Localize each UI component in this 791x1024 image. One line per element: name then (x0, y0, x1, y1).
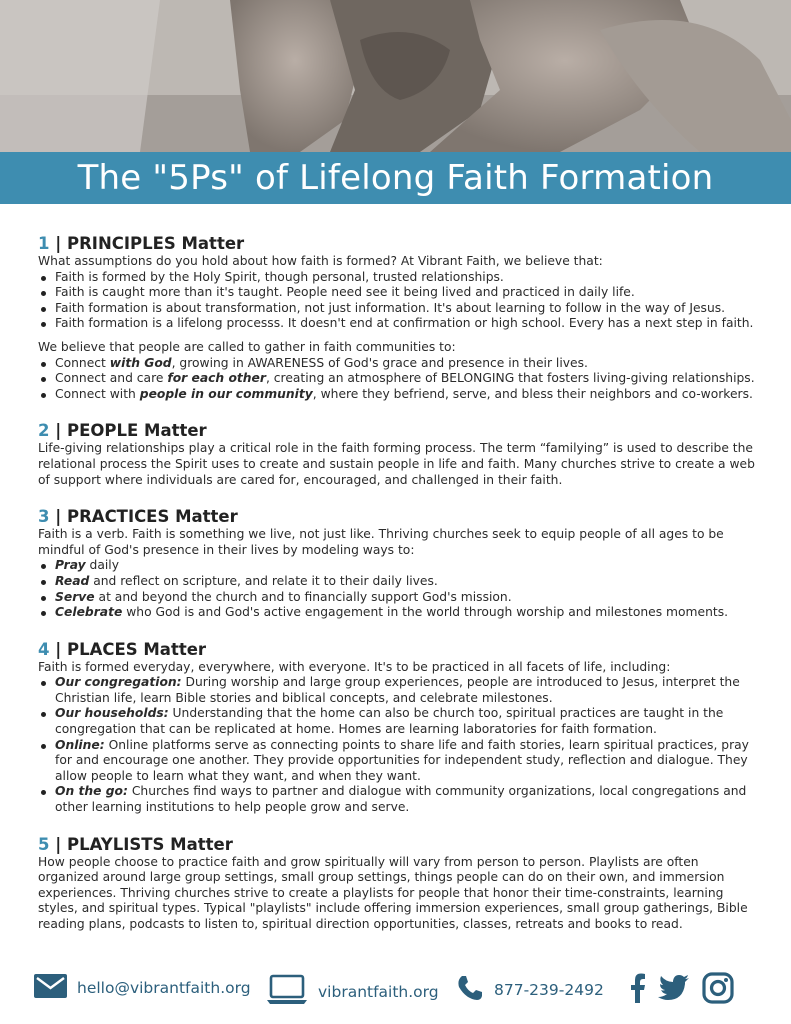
list-item (55, 387, 758, 403)
website-contact[interactable] (266, 974, 439, 1010)
section-title-text: | PLACES Matter (55, 639, 207, 659)
section-heading (38, 234, 758, 254)
section-principles (38, 234, 758, 402)
section-number: 5 (38, 834, 50, 854)
emphasis-text: with God (109, 355, 172, 370)
emphasis-text: for each other (167, 371, 266, 386)
section-title-text: | PLAYLISTS Matter (55, 834, 233, 854)
list-item (55, 706, 758, 737)
section-heading (38, 507, 758, 527)
section-body: Life-giving relationships play a critical role in the faith forming process. The term “familying” is used to describe the relational process the Spirit uses to create and sustain people in life and faith. Many churches strive to create a web of support where individuals are cared for, encouraged, and challenged in their faith. (38, 441, 755, 487)
list-item: Faith formation is a lifelong processs. It doesn't end at confirmation or high school. Every has a next step in faith. (55, 316, 758, 332)
bullet-list (38, 558, 758, 620)
section-title-text: | PRINCIPLES Matter (55, 234, 245, 253)
text-run: Connect with (55, 386, 140, 401)
text-run: Online platforms serve as connecting points to share life and faith stories, learn spiritual practices, pray for and encourage one another. They provide opportunities for independent study, reflection and dialogue. They allow people to learn what they want, and when they want. (55, 737, 749, 783)
section-heading (38, 640, 758, 660)
text-run: Churches find ways to partner and dialogue with community organizations, local congregations and other learning institutions to help people grow and serve. (55, 784, 747, 815)
section-people (38, 421, 758, 488)
section-practices (38, 507, 758, 621)
text-run: During worship and large group experiences, people are introduced to Jesus, interpret the Christian life, learn Bible stories and biblical concepts, and celebrate milestones. (55, 675, 740, 705)
text-run: at and beyond the church and to financially support God's mission. (94, 589, 512, 604)
section-number: 3 (38, 507, 50, 527)
section-title-text: | PRACTICES Matter (55, 507, 238, 527)
text-run: , where they befriend, serve, and bless their neighbors and co-workers. (312, 386, 753, 401)
section-heading (38, 835, 758, 855)
social-links (630, 972, 734, 1008)
contact-footer (0, 968, 791, 1014)
laptop-icon (266, 974, 308, 1010)
section-intro: What assumptions do you hold about how faith is formed? At Vibrant Faith, we believe that: (38, 254, 603, 268)
section-intro: Faith is a verb. Faith is something we live, not just like. Thriving churches seek to equip people of all ages to be mindful of God's presence in their lives by modeling ways to: (38, 527, 724, 557)
text-run: Connect (55, 355, 110, 370)
section-number: 1 (38, 234, 50, 253)
emphasis-text: Serve (55, 589, 95, 604)
list-item (55, 590, 758, 606)
phone-icon (456, 974, 484, 1006)
list-item (55, 605, 758, 621)
instagram-icon[interactable] (702, 972, 734, 1008)
text-run: , growing in AWARENESS of God's grace and presence in their lives. (171, 355, 588, 370)
bullet-list (38, 356, 758, 403)
section-places (38, 640, 758, 816)
section-number: 4 (38, 639, 50, 659)
list-item (55, 738, 758, 785)
text-run: and reflect on scripture, and relate it to their daily lives. (89, 573, 438, 588)
phone-contact[interactable] (456, 974, 604, 1006)
emphasis-text: Online: (55, 737, 105, 752)
list-item (55, 371, 758, 387)
list-item (55, 574, 758, 590)
email-icon (34, 974, 67, 1002)
clay-hands-image (0, 0, 791, 152)
emphasis-text: Read (55, 573, 90, 588)
website-link[interactable]: vibrantfaith.org (318, 983, 439, 1001)
title-banner (0, 152, 791, 204)
emphasis-text: On the go: (55, 784, 128, 799)
email-link[interactable]: hello@vibrantfaith.org (77, 979, 251, 997)
list-item (55, 356, 758, 372)
emphasis-text: Pray (55, 558, 86, 573)
section-intro: Faith is formed everyday, everywhere, with everyone. It's to be practiced in all facets of life, including: (38, 659, 671, 674)
email-contact[interactable] (34, 974, 251, 1002)
main-content (38, 234, 758, 952)
text-run: daily (85, 558, 120, 573)
hero-photo (0, 0, 791, 152)
text-run: who God is and God's active engagement in the world through worship and milestones moments. (122, 605, 729, 620)
page-title: The "5Ps" of Lifelong Faith Formation (77, 158, 714, 198)
list-item (55, 675, 758, 706)
emphasis-text: Our congregation: (55, 675, 182, 690)
facebook-icon[interactable] (630, 973, 646, 1007)
list-item (55, 558, 758, 574)
text-run: Connect and care (55, 371, 168, 386)
twitter-icon[interactable] (658, 974, 690, 1006)
section-heading (38, 421, 758, 441)
list-item: Faith is formed by the Holy Spirit, though personal, trusted relationships. (55, 270, 758, 286)
text-run: , creating an atmosphere of BELONGING that fosters living-giving relationships. (265, 371, 755, 386)
list-item: Faith formation is about transformation, not just information. It's about learning to follow in the way of Jesus. (55, 301, 758, 317)
text-run: Understanding that the home can also be church too, spiritual practices are taught in the congregation that can be replicated at home. Homes are learning laboratories for faith formation. (55, 706, 724, 737)
section-playlists (38, 835, 758, 933)
bullet-list (38, 270, 758, 332)
list-item: Faith is caught more than it's taught. People need see it being lived and practiced in daily life. (55, 285, 758, 301)
bullet-list (38, 675, 758, 815)
phone-number[interactable]: 877-239-2492 (494, 981, 604, 999)
emphasis-text: Celebrate (55, 605, 123, 620)
section-number: 2 (38, 421, 50, 441)
list-item (55, 784, 758, 815)
section-intro-2: We believe that people are called to gather in faith communities to: (38, 339, 456, 354)
emphasis-text: Our households: (55, 706, 169, 721)
section-body: How people choose to practice faith and grow spiritually will vary from person to person. Playlists are often organized around large group settings, small group settings, things people can do on their own, and immersion experiences. Thriving churches strive to create a playlists for people that honor their time-constraints, learning styles, and spiritual types. Typical "playlists" include offering immersion experiences, small group gatherings, Bible reading plans, podcasts to listen to, spiritual direction opportunities, classes, retreats and books to read. (38, 854, 748, 931)
emphasis-text: people in our community (139, 386, 313, 401)
section-title-text: | PEOPLE Matter (55, 421, 207, 441)
